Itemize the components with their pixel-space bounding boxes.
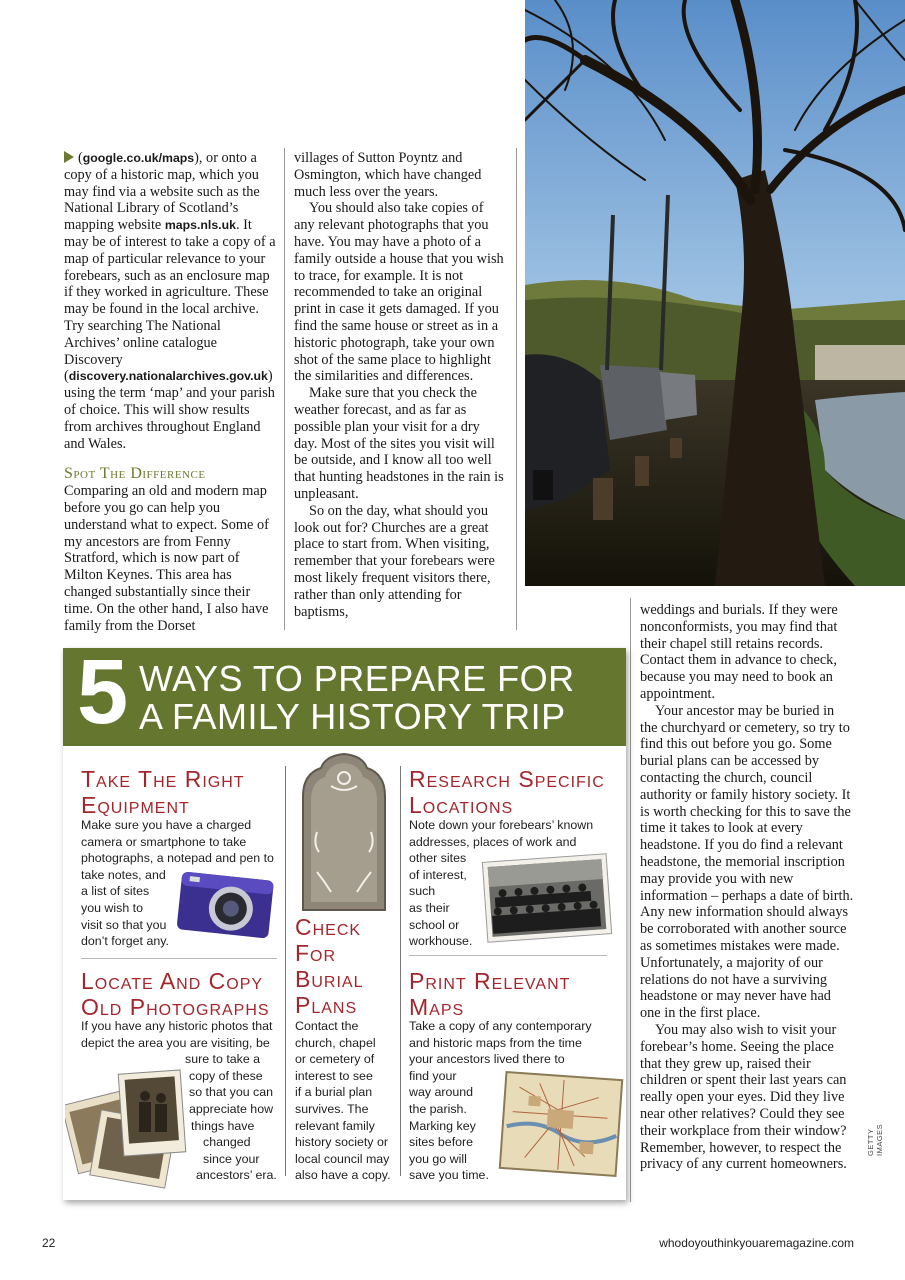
column-3-paragraph-2: Your ancestor may be buried in the churchyard or cemetery, so try to find this out before you go. Some burial plans can be accessed by contacting the church, council authority or family history society. It is worth checking for this to save the time it takes to look at every headstone. If you do find a relevant headstone, the memorial inscription may provide you with new information – perhaps a date of birth. Any new information should always be corroborated with another source as sometimes mistakes were made. Unfortunately, a majority of our relations do not have a surviving headstone or may never have had one in the first place. [640, 702, 854, 1022]
school-group-photo [481, 852, 613, 949]
magazine-website: whodoyouthinkyouaremagazine.com [659, 1236, 854, 1250]
column-1 [64, 150, 276, 634]
tips-banner [63, 641, 626, 746]
column-1-paragraph-2: Comparing an old and modern map before you go can help you understand what to expect. Some of my ancestors are from Fenny Stratford, which is now part of Milton Keynes. This area has changed substantially since their time. On the other hand, I also have family from the Dorset [64, 483, 269, 634]
tip-5-heading: Print Relevant Maps [409, 968, 571, 1020]
column-2-paragraph-3: Make sure that you check the weather forecast, and as far as possible plan your visit for a dry day. Most of the sites you visit will be outside, and I know all too well that hunting headstones in the rain is unpleasant. [294, 385, 504, 502]
column-divider [630, 598, 631, 1202]
tip-5-text: Take a copy of any contemporary and historic maps from the time your ancestors lived there to find your way around the parish. Marking key sites before you go will save you time. [409, 1019, 592, 1183]
column-1-paragraph-1: (google.co.uk/maps), or onto a copy of a historic map, which you may find via a website such as the National Library of Scotland’s mapping website maps.nls.uk. It may be of interest to take a copy of a map of particular relevance to your forebears, such as an enclosure map if they worked in agriculture. These may be found in the local archive. Try searching The National Archives’ online catalogue Discovery (discovery.nationalarchives.gov.uk) using the term ‘map’ and your parish of choice. This will show results from archives throughout England and Wales. [64, 150, 276, 452]
subheading-spot-the-difference: Spot The Difference [64, 465, 206, 483]
tip-1-text: Make sure you have a charged camera or smartphone to take photographs, a notepad and pen to take notes, and a list of sites you wish to visit so that you don’t forget any. [81, 818, 274, 949]
nls-maps-link[interactable]: maps.nls.uk [164, 218, 236, 233]
column-2-paragraph-1: villages of Sutton Poyntz and Osmington, which have changed much less over the years. [294, 150, 482, 200]
tip-3-text: Contact the church, chapel or cemetery of interest to see if a burial plan survives. The relevant family history society or local council may also have a copy. [295, 1019, 391, 1183]
old-photographs-image [65, 1066, 195, 1199]
banner-title: WAYS TO PREPARE FOR A FAMILY HISTORY TRIP [139, 658, 575, 737]
tip-2-text: If you have any historic photos that depict the area you are visiting, be sure to take a copy of these so that you can appreciate how things have changed since your ancestors’ era. [81, 1019, 277, 1183]
box-divider [285, 766, 286, 1176]
tip-1-heading: Take The Right Equipment [81, 766, 245, 818]
camera-image [173, 866, 278, 953]
google-maps-link[interactable]: google.co.uk/maps [82, 151, 195, 165]
photo-credit: GETTY IMAGES [866, 1123, 884, 1156]
page-number: 22 [42, 1236, 56, 1250]
tip-4-text: Note down your forebears’ known addresses, places of work and other sites of interest, such as their school or workhouse. [409, 818, 594, 949]
column-3-paragraph-1: weddings and burials. If they were nonconformists, you may find that their chapel still retains records. Contact them in advance to check, because you may need to book an appointment. [640, 602, 838, 702]
column-2 [294, 150, 506, 620]
village-stream-photo [525, 0, 905, 586]
column-3 [640, 602, 854, 1173]
historic-map-image [497, 1070, 625, 1183]
banner-number: 5 [77, 641, 129, 743]
tip-2-heading: Locate And Copy Old Photographs [81, 968, 270, 1020]
tip-3-heading: Check For Burial Plans [295, 914, 364, 1018]
box-divider [400, 766, 401, 1176]
column-divider [516, 148, 517, 630]
continue-arrow-icon [64, 151, 74, 163]
headstone-image [295, 752, 393, 917]
tip-4-heading: Research Specific Locations [409, 766, 605, 818]
column-divider [284, 148, 285, 630]
column-3-paragraph-3: You may also wish to visit your forebear’s home. Seeing the place that they grew up, raised their children or spent their last years can really open your eyes. Did they live near other relatives? Could they see their workplace from their window? Remember, however, to respect the privacy of any current homeowners. [640, 1021, 847, 1173]
box-rule [409, 955, 607, 956]
discovery-link[interactable]: discovery.nationalarchives.gov.uk [68, 369, 268, 384]
column-2-paragraph-4: So on the day, what should you look out for? Churches are a great place to start from. When visiting, remember that your forebears were most likely frequent visitors there, rather than only attending for baptisms, [294, 502, 495, 620]
column-2-paragraph-2: You should also take copies of any relevant photographs that you have. You may have a photo of a family outside a house that you wish to trace, for example. It is not recommended to take an original print in case it gets damaged. If you find the same house or street as in a historic photograph, take your own shot of the same place to highlight the similarities and differences. [294, 200, 504, 385]
box-rule [81, 958, 277, 959]
